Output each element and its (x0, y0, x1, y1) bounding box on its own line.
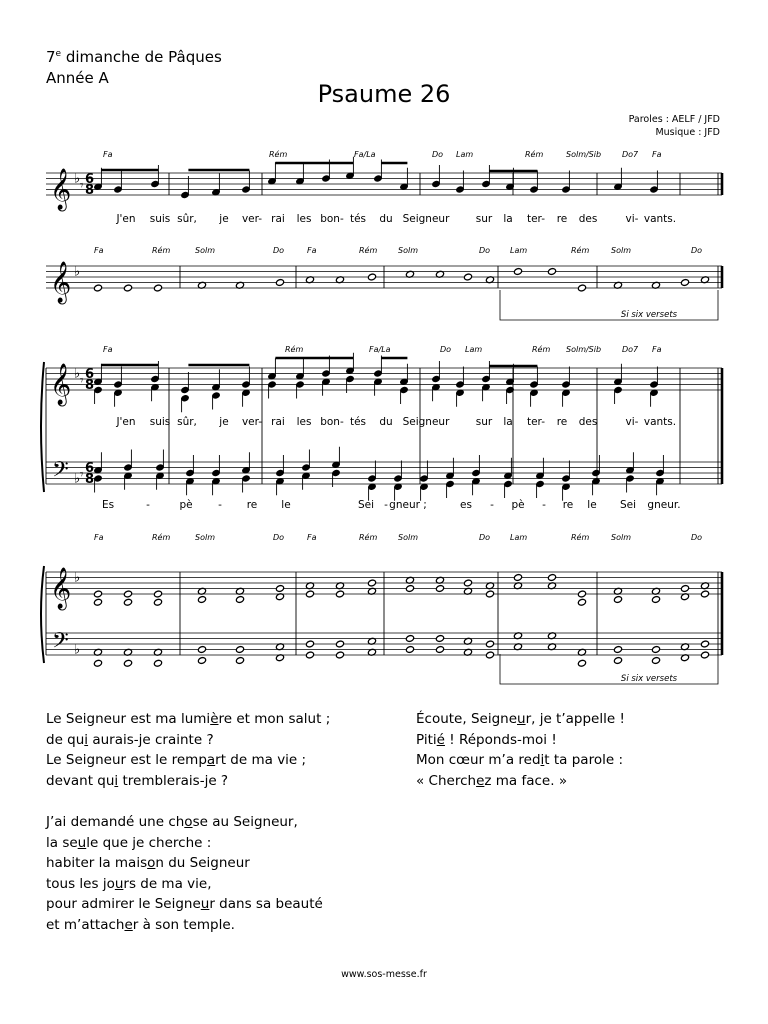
svg-text:8: 8 (85, 378, 95, 393)
verse-text: pour admirer le Seigne (46, 896, 201, 913)
lyric-syllable: les (296, 416, 312, 428)
verse-line (46, 812, 386, 833)
notehead (613, 646, 622, 654)
lyric-syllable: - (384, 499, 388, 511)
accent-syllable: e (124, 916, 133, 933)
notehead (463, 273, 472, 281)
notehead (93, 284, 102, 292)
time-signature (85, 367, 94, 393)
verse-text: r, je t’appelle ! (525, 711, 625, 727)
verse-line (46, 750, 386, 771)
accent-syllable: i (84, 731, 89, 748)
accent-syllable: i (114, 772, 119, 789)
rest-icon: 𝄾 (80, 178, 84, 194)
chord-symbol: Fa/La (369, 345, 391, 354)
notehead (700, 640, 709, 648)
verse-text: tous les jo (46, 875, 115, 892)
notehead (485, 640, 494, 648)
lyric-syllable: sur (475, 213, 493, 225)
verse-text: et m’attach (46, 916, 125, 933)
verse-line (46, 709, 386, 730)
notehead (485, 590, 494, 598)
verse-text: Le Seigneur est ma lumi (46, 711, 211, 727)
notehead (153, 590, 162, 598)
lyric-syllable: ver- (241, 416, 263, 428)
verse-line (46, 833, 386, 854)
notehead (235, 596, 244, 604)
verse-text: « Cherch (416, 772, 477, 789)
notehead (435, 635, 444, 643)
lyric-syllable: ver- (241, 213, 263, 225)
notehead (700, 651, 709, 659)
lyric-syllable: re (562, 499, 574, 511)
verse-stanza (46, 709, 386, 791)
verse-line (416, 750, 736, 771)
notehead (613, 596, 622, 604)
notehead (197, 646, 206, 654)
verse-text: J’ai demandé une ch (46, 813, 185, 830)
verse-text: z ma face. » (484, 772, 568, 789)
lyric-syllable: bon- (320, 416, 344, 428)
treble-clef-icon: 𝄞 (50, 568, 72, 609)
notehead (513, 574, 522, 582)
chord-symbol: Fa (307, 533, 317, 542)
lyric-syllable: vi- (625, 416, 639, 428)
notehead (547, 574, 556, 582)
lyric-syllable: J'en (116, 213, 136, 225)
chord-symbol: Do7 (622, 345, 639, 354)
music-credit: Musique : JFD (655, 127, 720, 138)
verse-text: t ta parole : (544, 752, 623, 769)
notehead (335, 651, 344, 659)
verse-line (46, 771, 386, 792)
notehead (577, 590, 586, 598)
treble-clef-icon: 𝄞 (50, 169, 72, 210)
verse-text: la se (46, 834, 78, 851)
lyric-syllable: re (556, 213, 568, 225)
verse-text: rt de ma vie ; (215, 752, 307, 769)
verse-text: se au Seigneur, (192, 813, 298, 830)
verse-line (416, 730, 736, 751)
treble-clef-icon: 𝄞 (50, 364, 72, 405)
lyric-syllable: je (219, 416, 229, 428)
lyric-syllable: re (246, 499, 258, 511)
notehead (680, 585, 689, 593)
lyric-syllable: re (556, 416, 568, 428)
notehead (367, 273, 376, 281)
notehead (335, 590, 344, 598)
accent-syllable: u (77, 834, 87, 851)
chord-symbol: Rém (359, 533, 378, 542)
notehead (153, 659, 162, 667)
chord-symbol: Rém (269, 150, 288, 159)
lyric-syllable: - (146, 499, 150, 511)
optional-note: Si six versets (620, 674, 678, 684)
notehead (305, 651, 314, 659)
notehead (405, 635, 414, 643)
lyric-syllable: sûr, (177, 416, 197, 428)
accent-syllable: i (540, 752, 545, 769)
sunday-label: 7e dimanche de Pâques (46, 48, 222, 66)
chord-symbol: Fa (94, 246, 104, 255)
verse-text: Piti (416, 731, 437, 748)
optional-note: Si six versets (620, 310, 678, 320)
svg-text:8: 8 (85, 183, 95, 198)
notehead (123, 659, 132, 667)
notehead (680, 279, 689, 287)
notehead (613, 657, 622, 665)
lyric-syllable: vants. (643, 213, 677, 225)
verse-text: Mon cœur m’a red (416, 752, 541, 769)
verse-text: aurais-je crainte ? (88, 731, 214, 748)
notehead (93, 598, 102, 606)
system-brace (41, 362, 44, 492)
chord-symbol: Do (273, 246, 285, 255)
notehead (123, 284, 132, 292)
optional-bracket (500, 290, 718, 320)
notehead (485, 651, 494, 659)
notehead (435, 585, 444, 593)
rest-icon: 𝄾 (80, 467, 84, 483)
svg-text:6: 6 (85, 461, 95, 476)
chord-symbol: Do7 (622, 150, 639, 159)
lyric-syllable: - (490, 499, 494, 511)
accent-syllable: o (147, 855, 156, 872)
lyric-syllable: suis (149, 416, 171, 428)
page-title: Psaume 26 (317, 80, 451, 108)
chord-symbol: Solm (195, 246, 215, 255)
lyric-syllable: sur (475, 416, 493, 428)
chord-symbol: Rém (152, 246, 171, 255)
verse-line (46, 853, 386, 874)
notehead (651, 596, 660, 604)
lyric-syllable: pè (511, 499, 525, 511)
notehead (235, 657, 244, 665)
flat-icon: ♭ (74, 366, 81, 382)
lyrics-credit: Paroles : AELF / JFD (628, 114, 720, 125)
chord-symbol: Rém (571, 246, 590, 255)
chord-symbol: Fa (307, 246, 317, 255)
lyric-syllable: le (281, 499, 291, 511)
lyric-syllable: Sei (619, 499, 637, 511)
chord-symbol: Fa (103, 345, 113, 354)
notehead (367, 579, 376, 587)
lyric-syllable: Seigneur (402, 416, 450, 428)
lyric-syllable: Es (101, 499, 115, 511)
notehead (153, 598, 162, 606)
chord-symbol: Lam (456, 150, 474, 159)
website-footer: www.sos-messe.fr (341, 969, 427, 980)
verses-right-column (416, 709, 736, 791)
chord-symbol: Fa (94, 533, 104, 542)
chord-symbol: Do (691, 533, 703, 542)
notehead (197, 596, 206, 604)
lyric-syllable: le (587, 499, 597, 511)
verse-line (416, 771, 736, 792)
flat-icon: ♭ (74, 570, 81, 586)
chord-symbol: Rém (532, 345, 551, 354)
lyric-syllable: du (379, 416, 393, 428)
notehead (651, 657, 660, 665)
lyric-syllable: vi- (625, 213, 639, 225)
treble-clef-icon: 𝄞 (50, 262, 72, 303)
notehead (275, 585, 284, 593)
verse-text: rs de ma vie, (123, 875, 212, 892)
chord-symbol: Do (691, 246, 703, 255)
verse-text: Le Seigneur est le remp (46, 752, 207, 769)
notehead (275, 279, 284, 287)
lyric-syllable: des (578, 213, 598, 225)
svg-text:8: 8 (85, 472, 95, 487)
system-brace (41, 566, 44, 663)
chord-symbol: Rém (152, 533, 171, 542)
verse-text: r dans sa beauté (209, 896, 323, 913)
chord-symbol: Lam (465, 345, 483, 354)
chord-symbol: Rém (359, 246, 378, 255)
accent-syllable: a (206, 752, 216, 769)
notehead (123, 590, 132, 598)
notehead (405, 646, 414, 654)
verse-text: le que je cherche : (86, 834, 212, 851)
notehead (93, 659, 102, 667)
flat-icon: ♭ (74, 642, 81, 658)
lyric-syllable: - (218, 499, 222, 511)
chord-symbol: Solm (611, 533, 631, 542)
verse-text: de qu (46, 731, 85, 748)
chord-symbol: Solm/Sib (566, 345, 602, 354)
lyric-syllable: la (503, 416, 513, 428)
verse-text: r à son temple. (132, 916, 235, 933)
notehead (305, 590, 314, 598)
notehead (577, 598, 586, 606)
chord-symbol: Solm (398, 246, 418, 255)
lyric-syllable: les (296, 213, 312, 225)
accent-syllable: é (436, 731, 445, 748)
chord-symbol: Rém (285, 345, 304, 354)
flat-icon: ♭ (74, 171, 81, 187)
verse-line (46, 874, 386, 895)
flat-icon: ♭ (74, 264, 81, 280)
notehead (405, 585, 414, 593)
verse-line (416, 709, 736, 730)
chord-symbol: Solm/Sib (566, 150, 602, 159)
verses-left-column (46, 709, 386, 936)
verse-text: n du Seigneur (155, 855, 250, 872)
lyric-syllable: du (379, 213, 393, 225)
lyric-syllable: rai (271, 213, 285, 225)
notehead (700, 590, 709, 598)
chord-symbol: Lam (510, 246, 528, 255)
chord-symbol: Solm (398, 533, 418, 542)
lyric-syllable: rai (271, 416, 285, 428)
lyric-syllable: es (460, 499, 472, 511)
verse-stanza (416, 709, 736, 791)
lyric-syllable: des (578, 416, 598, 428)
notehead (463, 579, 472, 587)
notehead (577, 284, 586, 292)
verse-text: devant qu (46, 772, 115, 789)
verse-text: re et mon salut ; (218, 711, 331, 727)
chord-symbol: Do (479, 246, 491, 255)
chord-symbol: Do (440, 345, 452, 354)
notehead (577, 659, 586, 667)
lyric-syllable: vants. (643, 416, 677, 428)
notehead (305, 640, 314, 648)
bass-clef-icon: 𝄢 (52, 457, 69, 488)
accent-syllable: o (184, 813, 193, 830)
chord-symbol: Solm (611, 246, 631, 255)
notehead (335, 640, 344, 648)
accent-syllable: u (517, 711, 526, 727)
flat-icon: ♭ (74, 471, 81, 487)
notehead (153, 284, 162, 292)
lyric-syllable: sûr, (177, 213, 197, 225)
svg-text:6: 6 (85, 367, 95, 382)
notehead (513, 268, 522, 276)
accent-syllable: è (210, 711, 219, 727)
notehead (547, 268, 556, 276)
lyric-syllable: J'en (116, 416, 136, 428)
bass-clef-icon: 𝄢 (52, 628, 69, 659)
chord-symbol: Fa (103, 150, 113, 159)
accent-syllable: e (476, 772, 485, 789)
verse-text: Écoute, Seigne (416, 711, 518, 727)
lyric-syllable: - (542, 499, 546, 511)
lyric-syllable: gneur ; (389, 499, 427, 511)
chord-symbol: Fa (652, 150, 662, 159)
time-signature (85, 461, 94, 487)
accent-syllable: u (114, 875, 124, 892)
lyric-syllable: la (503, 213, 513, 225)
notehead (197, 657, 206, 665)
lyric-syllable: ter- (526, 213, 546, 225)
verse-text: habiter la mais (46, 855, 148, 872)
chord-symbol: Do (479, 533, 491, 542)
chord-symbol: Rém (571, 533, 590, 542)
notehead (235, 646, 244, 654)
lyric-syllable: pè (179, 499, 193, 511)
chord-symbol: Rém (525, 150, 544, 159)
svg-text:6: 6 (85, 172, 95, 187)
verse-line (46, 894, 386, 915)
chord-symbol: Fa (652, 345, 662, 354)
verse-stanza (46, 812, 386, 936)
lyric-syllable: ter- (526, 416, 546, 428)
notehead (435, 646, 444, 654)
verse-text: tremblerais-je ? (118, 772, 229, 789)
notehead (93, 590, 102, 598)
lyric-syllable: bon- (320, 213, 344, 225)
lyric-syllable: je (219, 213, 229, 225)
notehead (123, 598, 132, 606)
chord-symbol: Fa/La (354, 150, 376, 159)
verse-text: ! Réponds-moi ! (444, 731, 557, 748)
accent-syllable: u (200, 896, 210, 913)
lyric-syllable: tés (349, 416, 367, 428)
time-signature (85, 172, 94, 198)
lyric-syllable: Sei (357, 499, 375, 511)
lyric-syllable: gneur. (647, 499, 681, 511)
rest-icon: 𝄾 (80, 373, 84, 389)
chord-symbol: Do (432, 150, 444, 159)
notehead (651, 646, 660, 654)
lyric-syllable: tés (349, 213, 367, 225)
lyric-syllable: suis (149, 213, 171, 225)
chord-symbol: Solm (195, 533, 215, 542)
verse-line (46, 915, 386, 936)
lyric-syllable: Seigneur (402, 213, 450, 225)
chord-symbol: Do (273, 533, 285, 542)
liturgical-year: Année A (46, 69, 109, 87)
chord-symbol: Lam (510, 533, 528, 542)
verse-line (46, 730, 386, 751)
